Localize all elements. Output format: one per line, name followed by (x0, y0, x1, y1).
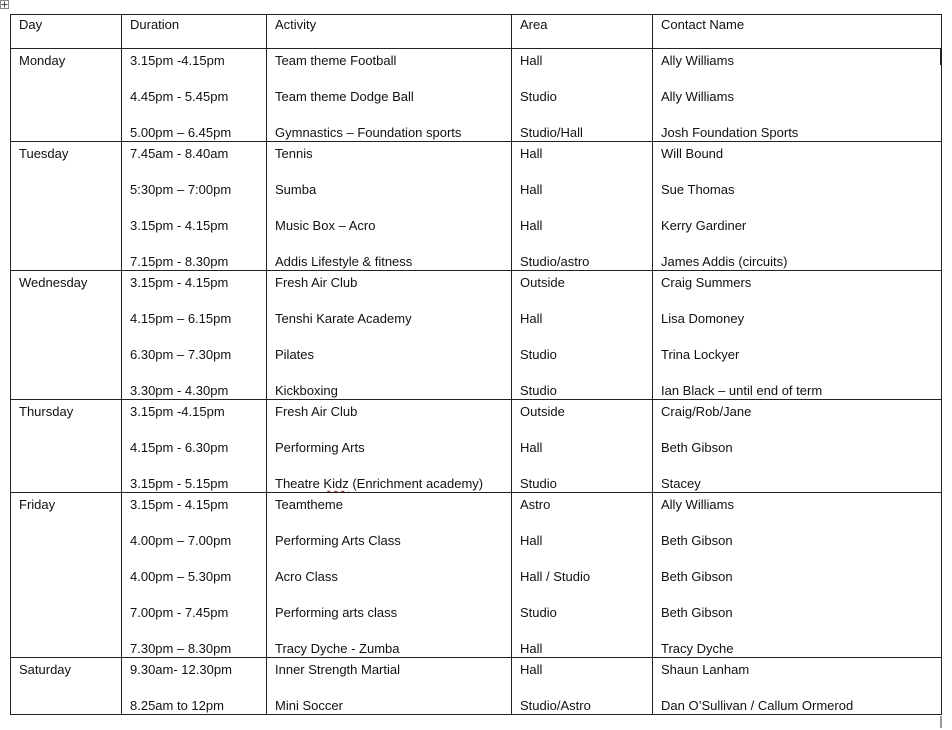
duration-text: 4.45pm - 5.45pm (130, 89, 229, 104)
area-cell (512, 493, 653, 658)
duration-cell (122, 271, 267, 400)
activity-text-part: Theatre (275, 476, 324, 491)
duration-text: 4.00pm – 7.00pm (130, 533, 232, 548)
contact-cell (653, 271, 942, 400)
area-text: Studio (520, 89, 557, 104)
contact-text: Ally Williams (661, 53, 734, 68)
activity-text: Acro Class (275, 569, 338, 584)
contact-text: Beth Gibson (661, 569, 733, 584)
activity-text: Fresh Air Club (275, 275, 358, 290)
day-cell (11, 49, 122, 142)
area-text: Hall (520, 533, 543, 548)
contact-text: Dan O’Sullivan / Callum Ormerod (661, 698, 854, 713)
area-text: Studio/Hall (520, 125, 583, 140)
activity-text: Performing Arts Class (275, 533, 401, 548)
contact-text: Beth Gibson (661, 605, 733, 620)
activity-text: Gymnastics – Foundation sports (275, 125, 462, 140)
area-text: Hall (520, 218, 543, 233)
duration-text: 7.15pm - 8.30pm (130, 254, 229, 269)
contact-text: Tracy Dyche (661, 641, 734, 656)
area-text: Hall (520, 146, 543, 161)
header-activity: Activity (267, 15, 512, 49)
contact-cell (653, 658, 942, 715)
area-text: Studio (520, 605, 557, 620)
activity-text: Pilates (275, 347, 315, 362)
activity-text (275, 474, 503, 492)
duration-text: 3.30pm - 4.30pm (130, 383, 229, 398)
duration-text: 7.00pm - 7.45pm (130, 605, 229, 620)
contact-text: Josh Foundation Sports (661, 125, 799, 140)
activity-text: Performing Arts (275, 440, 365, 455)
activity-text: Music Box – Acro (275, 218, 376, 233)
activity-text: Addis Lifestyle & fitness (275, 254, 413, 269)
duration-text: 3.15pm -4.15pm (130, 53, 225, 68)
contact-text: Kerry Gardiner (661, 218, 747, 233)
area-text: Hall (520, 440, 543, 455)
activity-text: Fresh Air Club (275, 404, 358, 419)
duration-cell (122, 493, 267, 658)
contact-text: Craig Summers (661, 275, 752, 290)
area-cell (512, 400, 653, 493)
area-text: Hall (520, 182, 543, 197)
area-text: Hall (520, 662, 543, 677)
day-cell (11, 493, 122, 658)
table-row (11, 49, 942, 142)
duration-cell (122, 142, 267, 271)
activity-text: Team theme Football (275, 53, 397, 68)
table-row (11, 400, 942, 493)
duration-text: 5.00pm – 6.45pm (130, 125, 232, 140)
activity-text: Tenshi Karate Academy (275, 311, 412, 326)
day-cell (11, 142, 122, 271)
duration-cell (122, 400, 267, 493)
schedule-table (10, 14, 942, 715)
contact-text: Craig/Rob/Jane (661, 404, 752, 419)
activity-text: Tennis (275, 146, 313, 161)
activity-text: Performing arts class (275, 605, 398, 620)
contact-text: Beth Gibson (661, 533, 733, 548)
day-label: Saturday (19, 662, 72, 677)
contact-text: Lisa Domoney (661, 311, 745, 326)
contact-text: Ally Williams (661, 89, 734, 104)
activity-text: Inner Strength Martial (275, 662, 401, 677)
area-text: Astro (520, 497, 551, 512)
table-move-handle-icon[interactable] (0, 0, 9, 9)
duration-text: 4.00pm – 5.30pm (130, 569, 232, 584)
contact-cell (653, 400, 942, 493)
area-text: Hall (520, 311, 543, 326)
day-cell (11, 271, 122, 400)
area-text: Studio (520, 347, 557, 362)
area-text: Hall / Studio (520, 569, 591, 584)
duration-text: 3.15pm -4.15pm (130, 404, 225, 419)
activity-cell (267, 49, 512, 142)
duration-text: 3.15pm - 4.15pm (130, 275, 229, 290)
contact-text: James Addis (circuits) (661, 254, 788, 269)
duration-text: 3.15pm - 4.15pm (130, 218, 229, 233)
header-duration: Duration (122, 15, 267, 49)
header-area: Area (512, 15, 653, 49)
table-row (11, 142, 942, 271)
area-text: Studio (520, 476, 557, 491)
duration-text: 4.15pm - 6.30pm (130, 440, 229, 455)
table-row (11, 493, 942, 658)
day-label: Friday (19, 497, 56, 512)
duration-text: 9.30am- 12.30pm (130, 662, 232, 677)
day-cell (11, 400, 122, 493)
area-text: Outside (520, 404, 565, 419)
activity-cell (267, 400, 512, 493)
activity-text: Mini Soccer (275, 698, 343, 713)
day-label: Thursday (19, 404, 74, 419)
day-label: Monday (19, 53, 66, 68)
duration-text: 3.15pm - 5.15pm (130, 476, 229, 491)
area-text: Studio (520, 383, 557, 398)
activity-text: Kickboxing (275, 383, 338, 398)
table-edge-marker (940, 48, 942, 65)
area-cell (512, 49, 653, 142)
activity-cell (267, 271, 512, 400)
duration-text: 5:30pm – 7:00pm (130, 182, 232, 197)
area-text: Hall (520, 53, 543, 68)
activity-cell (267, 658, 512, 715)
table-header-row (11, 15, 942, 49)
contact-cell (653, 493, 942, 658)
area-text: Hall (520, 641, 543, 656)
contact-text: Ian Black – until end of term (661, 383, 823, 398)
activity-text: Tracy Dyche - Zumba (275, 641, 400, 656)
day-label: Tuesday (19, 146, 69, 161)
area-text: Studio/astro (520, 254, 590, 269)
day-label: Wednesday (19, 275, 88, 290)
contact-text: Ally Williams (661, 497, 734, 512)
activity-cell (267, 493, 512, 658)
activity-cell (267, 142, 512, 271)
contact-text: Will Bound (661, 146, 724, 161)
area-text: Outside (520, 275, 565, 290)
duration-text: 3.15pm - 4.15pm (130, 497, 229, 512)
spelling-flagged-word[interactable]: Kidz (323, 476, 349, 491)
activity-text-part: (Enrichment academy) (348, 476, 484, 491)
duration-cell (122, 658, 267, 715)
activity-text: Team theme Dodge Ball (275, 89, 414, 104)
duration-text: 4.15pm – 6.15pm (130, 311, 232, 326)
duration-text: 6.30pm – 7.30pm (130, 347, 232, 362)
area-cell (512, 271, 653, 400)
activity-text: Sumba (275, 182, 317, 197)
header-contact-name: Contact Name (653, 15, 942, 49)
area-cell (512, 658, 653, 715)
contact-cell (653, 142, 942, 271)
day-cell (11, 658, 122, 715)
activity-text: Teamtheme (275, 497, 343, 512)
contact-text: Trina Lockyer (661, 347, 740, 362)
contact-text: Shaun Lanham (661, 662, 750, 677)
duration-text: 7.45am - 8.40am (130, 146, 229, 161)
duration-cell (122, 49, 267, 142)
area-text: Studio/Astro (520, 698, 591, 713)
table-row (11, 271, 942, 400)
contact-text: Stacey (661, 476, 701, 491)
duration-text: 8.25am to 12pm (130, 698, 224, 713)
header-day: Day (11, 15, 122, 49)
table-row (11, 658, 942, 715)
duration-text: 7.30pm – 8.30pm (130, 641, 232, 656)
contact-cell (653, 49, 942, 142)
contact-text: Sue Thomas (661, 182, 735, 197)
table-resize-handle[interactable] (940, 716, 942, 728)
area-cell (512, 142, 653, 271)
contact-text: Beth Gibson (661, 440, 733, 455)
